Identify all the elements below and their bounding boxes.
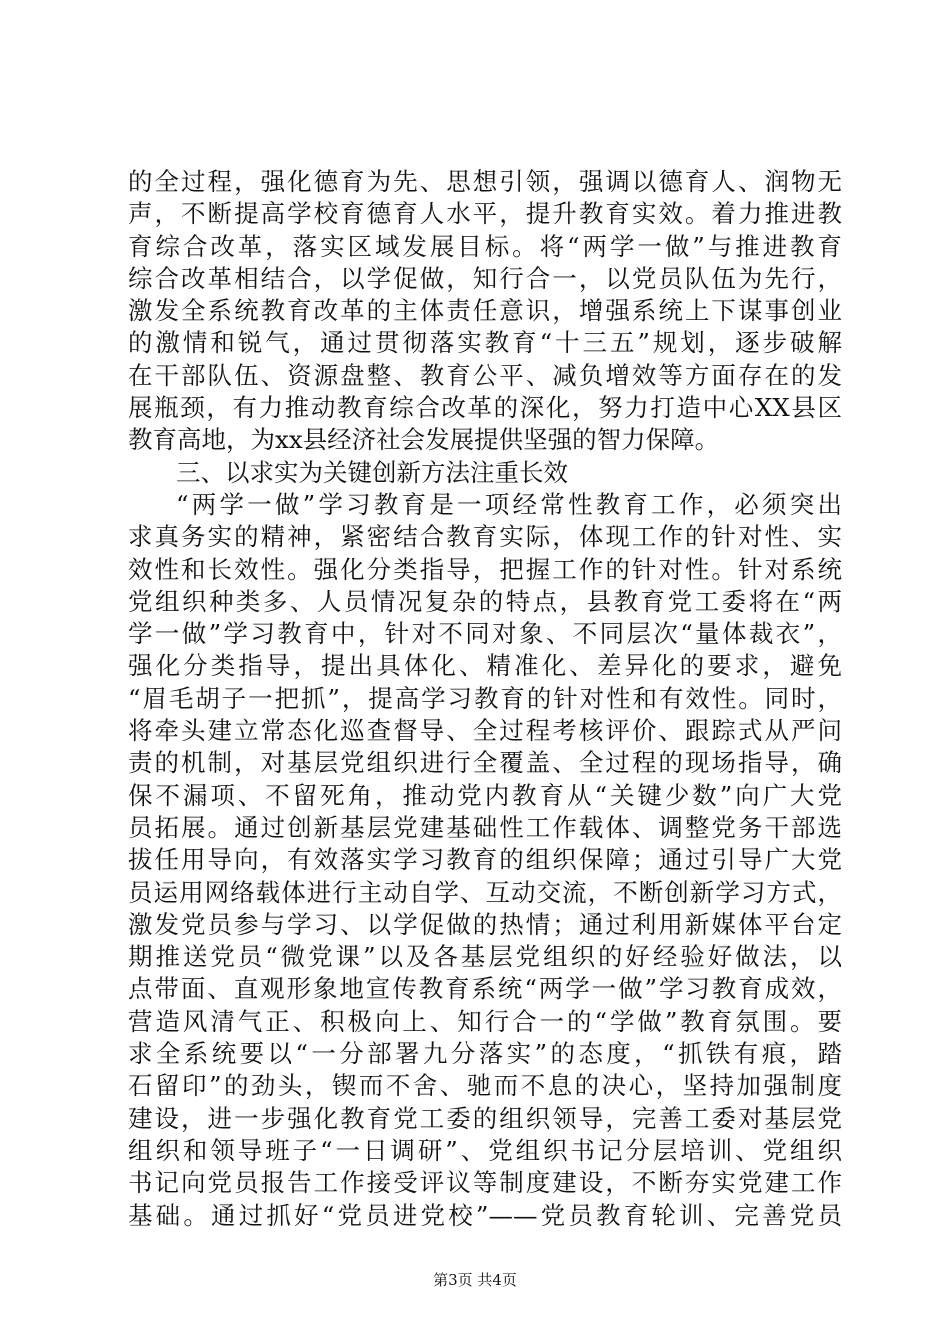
text-line: 组织和领导班子“一日调研”、党组织书记分层培训、党组织	[128, 1135, 842, 1165]
text-line: 将牵头建立常态化巡查督导、全过程考核评价、跟踪式从严问	[128, 716, 842, 746]
text-line: 激发党员参与学习、以学促做的热情；通过利用新媒体平台定	[128, 909, 842, 939]
text-line: 员拓展。通过创新基层党建基础性工作载体、调整党务干部选	[128, 812, 842, 842]
text-line: 石留印”的劲头，锲而不舍、驰而不息的决心，坚持加强制度	[128, 1071, 842, 1101]
text-line: 点带面、直观形象地宣传教育系统“两学一做”学习教育成效，	[128, 974, 842, 1004]
body-text	[128, 166, 842, 1232]
text-line: 育综合改革，落实区域发展目标。将“两学一做”与推进教育	[128, 231, 842, 261]
text-line: 声，不断提高学校育德育人水平，提升教育实效。着力推进教	[128, 199, 842, 229]
page-footer: 第3页 共4页	[433, 1271, 517, 1289]
text-line: 营造风清气正、积极向上、知行合一的“学做”教育氛围。要	[128, 1006, 842, 1036]
text-line: 的激情和锐气，通过贯彻落实教育“十三五”规划，逐步破解	[128, 328, 842, 358]
text-line: 的全过程，强化德育为先、思想引领，强调以德育人、润物无	[128, 167, 842, 196]
text-line: 求全系统要以“一分部署九分落实”的态度，“抓铁有痕，踏	[128, 1039, 842, 1069]
text-line: “两学一做”学习教育是一项经常性教育工作，必须突出	[176, 489, 842, 519]
text-line: 员运用网络载体进行主动自学、互动交流，不断创新学习方式，	[128, 877, 842, 907]
text-line: 教育高地，为xx县经济社会发展提供坚强的智力保障。	[128, 425, 720, 455]
text-line: 党组织种类多、人员情况复杂的特点，县教育党工委将在“两	[128, 586, 842, 616]
text-line: 责的机制，对基层党组织进行全覆盖、全过程的现场指导，确	[128, 748, 842, 778]
text-line: 在干部队伍、资源盘整、教育公平、减负增效等方面存在的发	[128, 360, 842, 390]
text-line: 效性和长效性。强化分类指导，把握工作的针对性。针对系统	[128, 554, 842, 584]
text-line: “眉毛胡子一把抓”，提高学习教育的针对性和有效性。同时，	[128, 683, 842, 713]
text-line: 拔任用导向，有效落实学习教育的组织保障；通过引导广大党	[128, 845, 842, 875]
text-line: 期推送党员“微党课”以及各基层党组织的好经验好做法，以	[128, 942, 842, 972]
text-line: 建设，进一步强化教育党工委的组织领导，完善工委对基层党	[128, 1103, 842, 1133]
text-line: 书记向党员报告工作接受评议等制度建设，不断夯实党建工作	[128, 1168, 842, 1198]
text-line: 强化分类指导，提出具体化、精准化、差异化的要求，避免	[128, 651, 842, 681]
text-line: 学一做”学习教育中，针对不同对象、不同层次“量体裁衣”，	[128, 619, 842, 649]
text-line: 保不漏项、不留死角，推动党内教育从“关键少数”向广大党	[128, 780, 842, 810]
text-line: 展瓶颈，有力推动教育综合改革的深化，努力打造中心XX县区	[128, 393, 842, 423]
text-line: 求真务实的精神，紧密结合教育实际，体现工作的针对性、实	[128, 522, 842, 552]
text-line: 基础。通过抓好“党员进党校”——党员教育轮训、完善党员	[128, 1200, 842, 1230]
text-line: 激发全系统教育改革的主体责任意识，增强系统上下谋事创业	[128, 296, 842, 326]
text-line: 综合改革相结合，以学促做，知行合一，以党员队伍为先行，	[128, 263, 842, 293]
section-heading: 三、以求实为关键创新方法注重长效	[176, 457, 568, 487]
